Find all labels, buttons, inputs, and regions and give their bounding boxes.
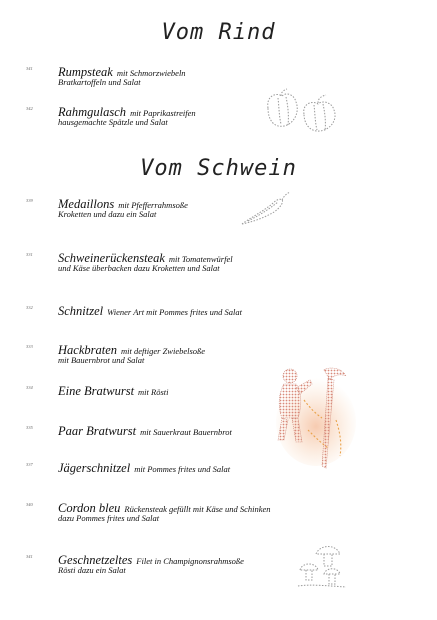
item-description-line2: dazu Pommes frites und Salat	[58, 513, 160, 523]
item-number: 333	[26, 344, 33, 349]
item-name: Hackbraten	[58, 343, 118, 357]
item-number: 332	[26, 305, 33, 310]
item-description-line2: Rösti dazu ein Salat	[58, 565, 126, 575]
item-number: 341	[26, 554, 33, 559]
item-description: mit Pfefferrahmsoße	[118, 200, 188, 210]
item-description: mit Paprikastreifen	[130, 108, 196, 118]
item-number: 340	[26, 502, 33, 507]
bell-peppers-illustration	[262, 86, 342, 134]
item-description: Wiener Art mit Pommes frites und Salat	[107, 307, 243, 317]
item-name: Jägerschnitzel	[58, 461, 131, 475]
item-number: 341	[26, 66, 33, 71]
item-number: 335	[26, 425, 33, 430]
chili-pepper-illustration	[238, 188, 294, 228]
item-number: 342	[26, 106, 33, 111]
cook-with-fork-illustration	[264, 360, 360, 472]
item-name: Schweinerückensteak	[58, 251, 165, 265]
section-title-vom-schwein: Vom Schwein	[140, 156, 297, 181]
item-description: mit Schmorzwiebeln	[116, 68, 186, 78]
item-description: mit Tomatenwürfel	[168, 254, 233, 264]
item-number: 337	[26, 462, 33, 467]
item-name: Rahmgulasch	[58, 105, 127, 119]
item-description: mit Rösti	[138, 387, 169, 397]
item-name: Rumpsteak	[58, 65, 113, 79]
section-title-vom-rind: Vom Rind	[161, 20, 276, 45]
item-name: Geschnetzeltes	[58, 553, 133, 567]
item-name: Cordon bleu	[58, 501, 121, 515]
item-description-line2: Kroketten und dazu ein Salat	[58, 209, 157, 219]
item-description: mit Pommes frites und Salat	[134, 464, 231, 474]
item-description: mit Sauerkraut Bauernbrot	[140, 427, 232, 437]
item-number: 334	[26, 385, 33, 390]
item-description-line2: mit Bauernbrot und Salat	[58, 355, 145, 365]
item-name: Paar Bratwurst	[58, 424, 137, 438]
item-description: mit deftiger Zwiebelsoße	[121, 346, 206, 356]
item-name: Schnitzel	[58, 304, 104, 318]
item-number: 339	[26, 198, 33, 203]
item-description: Filet in Champignonsrahmsoße	[136, 556, 244, 566]
item-description-line2: Bratkartoffeln und Salat	[58, 77, 141, 87]
item-number: 331	[26, 252, 33, 257]
item-name: Medaillons	[58, 197, 115, 211]
item-name: Eine Bratwurst	[58, 384, 135, 398]
item-description-line2: und Käse überbacken dazu Kroketten und Salat	[58, 263, 220, 273]
item-description-line2: hausgemachte Spätzle und Salat	[58, 117, 168, 127]
mushrooms-illustration	[294, 540, 350, 590]
item-description: Rückensteak gefüllt mit Käse und Schinken	[124, 504, 271, 514]
